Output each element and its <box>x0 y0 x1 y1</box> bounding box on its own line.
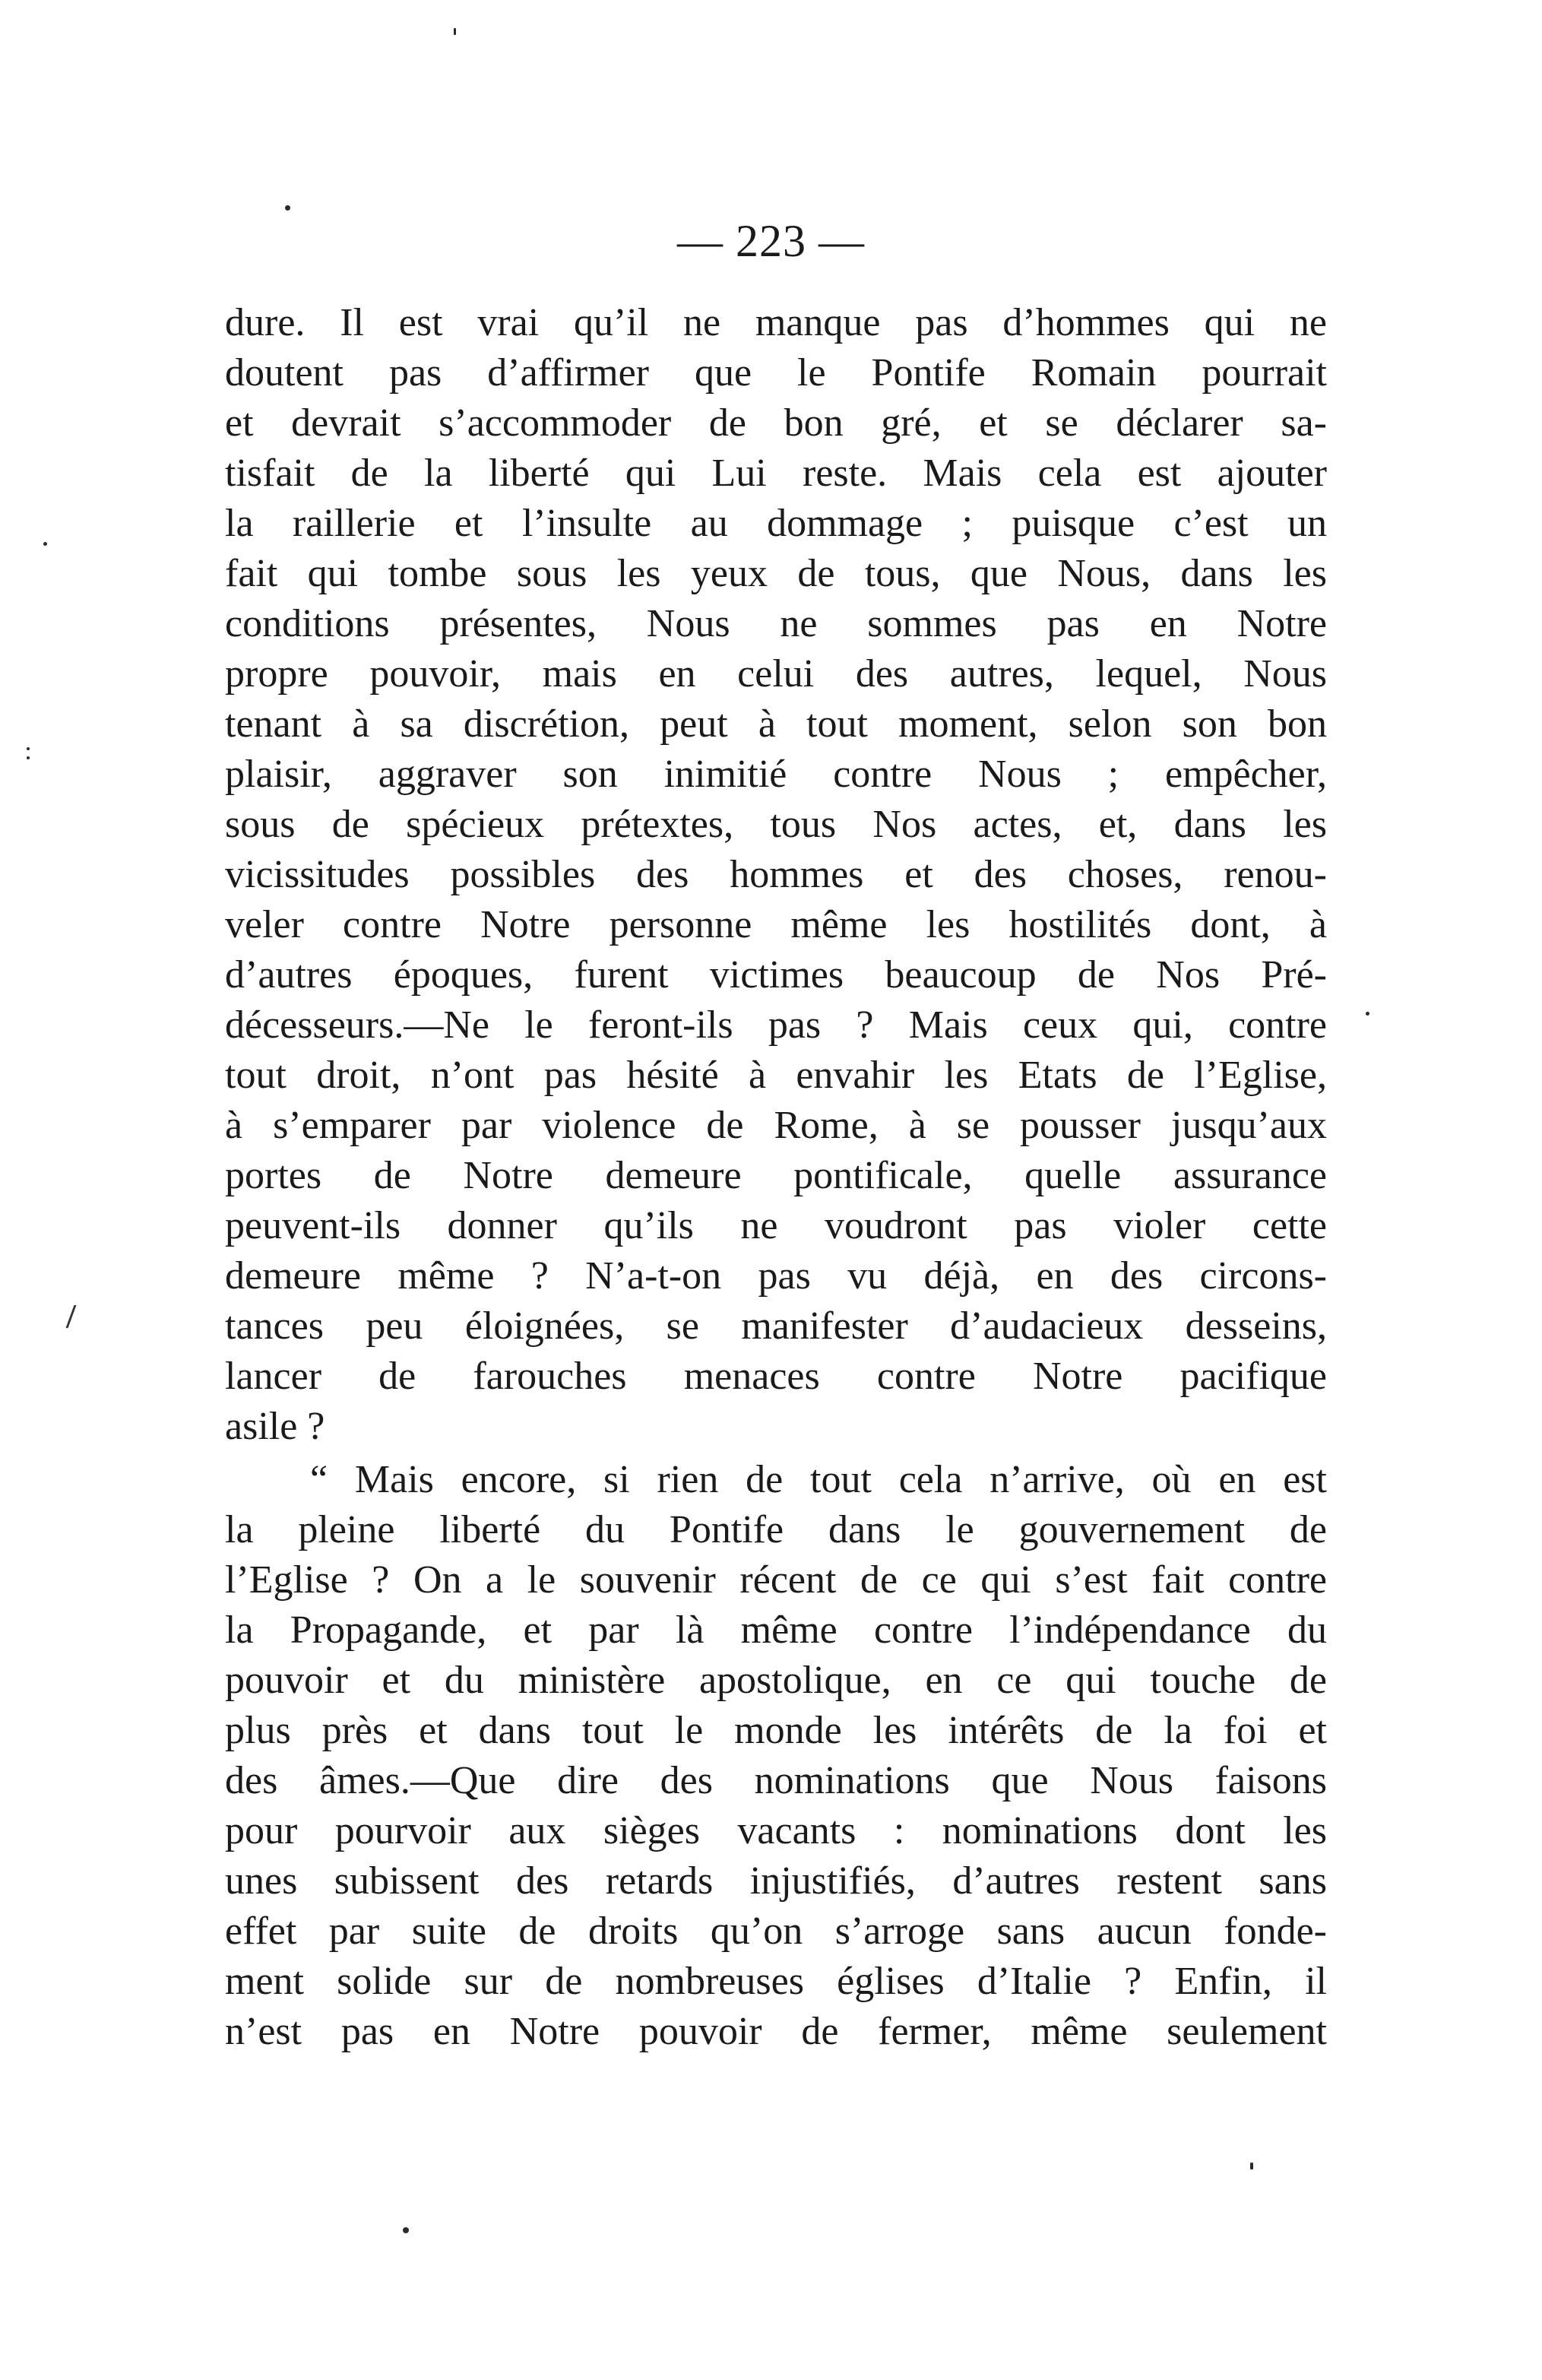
text-line: et devrait s’accommoder de bon gré, et se déclarer sa- <box>225 401 1327 445</box>
text-line: peuvent-ils donner qu’ils ne voudront pas violer cette <box>225 1204 1327 1247</box>
text-line: à s’emparer par violence de Rome, à se pousser jusqu’aux <box>225 1104 1327 1147</box>
text-line: d’autres époques, furent victimes beaucoup de Nos Pré- <box>225 953 1327 997</box>
text-line: propre pouvoir, mais en celui des autres, lequel, Nous <box>225 652 1327 696</box>
text-line: “ Mais encore, si rien de tout cela n’arrive, où en est <box>310 1458 1327 1501</box>
text-line: n’est pas en Notre pouvoir de fermer, même seulement <box>225 2010 1327 2053</box>
text-line: ment solide sur de nombreuses églises d’Italie ? Enfin, il <box>225 1960 1327 2003</box>
text-line: décesseurs.—Ne le feront-ils pas ? Mais ceux qui, contre <box>225 1003 1327 1047</box>
text-line: asile ? <box>225 1405 325 1448</box>
text-line: plus près et dans tout le monde les intérêts de la foi et <box>225 1709 1327 1752</box>
text-line: vicissitudes possibles des hommes et des choses, renou- <box>225 853 1327 896</box>
text-line: plaisir, aggraver son inimitié contre Nous ; empêcher, <box>225 753 1327 796</box>
text-line: des âmes.—Que dire des nominations que Nous faisons <box>225 1759 1327 1802</box>
scan-speck <box>454 28 456 35</box>
scan-speck <box>43 542 47 546</box>
text-line: doutent pas d’affirmer que le Pontife Romain pourrait <box>225 351 1327 395</box>
text-line: la Propagande, et par là même contre l’indépendance du <box>225 1608 1327 1652</box>
scan-speck <box>285 205 290 211</box>
scan-speck <box>27 747 30 750</box>
text-line: fait qui tombe sous les yeux de tous, que Nous, dans les <box>225 552 1327 595</box>
text-line: la pleine liberté du Pontife dans le gouvernement de <box>225 1508 1327 1551</box>
text-line: l’Eglise ? On a le souvenir récent de ce qui s’est fait contre <box>225 1558 1327 1602</box>
text-line: sous de spécieux prétextes, tous Nos actes, et, dans les <box>225 803 1327 846</box>
text-line: tisfait de la liberté qui Lui reste. Mais cela est ajouter <box>225 452 1327 495</box>
text-line: tout droit, n’ont pas hésité à envahir les Etats de l’Eglise, <box>225 1054 1327 1097</box>
text-line: effet par suite de droits qu’on s’arroge sans aucun fonde- <box>225 1909 1327 1953</box>
paragraph-2 <box>225 1455 1327 2057</box>
scan-speck <box>27 756 30 759</box>
text-line: pour pourvoir aux sièges vacants : nominations dont les <box>225 1809 1327 1852</box>
text-line: demeure même ? N’a-t-on pas vu déjà, en des circons- <box>225 1254 1327 1298</box>
text-line: tances peu éloignées, se manifester d’audacieux desseins, <box>225 1304 1327 1348</box>
text-line: lancer de farouches menaces contre Notre pacifique <box>225 1355 1327 1398</box>
text-line: portes de Notre demeure pontificale, quelle assurance <box>225 1154 1327 1197</box>
text-line: pouvoir et du ministère apostolique, en ce qui touche de <box>225 1659 1327 1702</box>
text-line: veler contre Notre personne même les hostilités dont, à <box>225 903 1327 946</box>
text-line: dure. Il est vrai qu’il ne manque pas d’hommes qui ne <box>225 301 1327 344</box>
text-line: la raillerie et l’insulte au dommage ; puisque c’est un <box>225 502 1327 545</box>
body-text <box>225 298 1327 2057</box>
scan-speck <box>403 2227 409 2233</box>
scan-speck <box>1250 2163 1253 2169</box>
paragraph-1 <box>225 298 1327 1452</box>
margin-mark <box>66 1305 93 1328</box>
text-line: tenant à sa discrétion, peut à tout moment, selon son bon <box>225 702 1327 746</box>
text-line: unes subissent des retards injustifiés, d’autres restent sans <box>225 1859 1327 1903</box>
text-line: conditions présentes, Nous ne sommes pas en Notre <box>225 602 1327 645</box>
scan-speck <box>1366 1012 1369 1016</box>
page-number: — 223 — <box>677 216 865 266</box>
